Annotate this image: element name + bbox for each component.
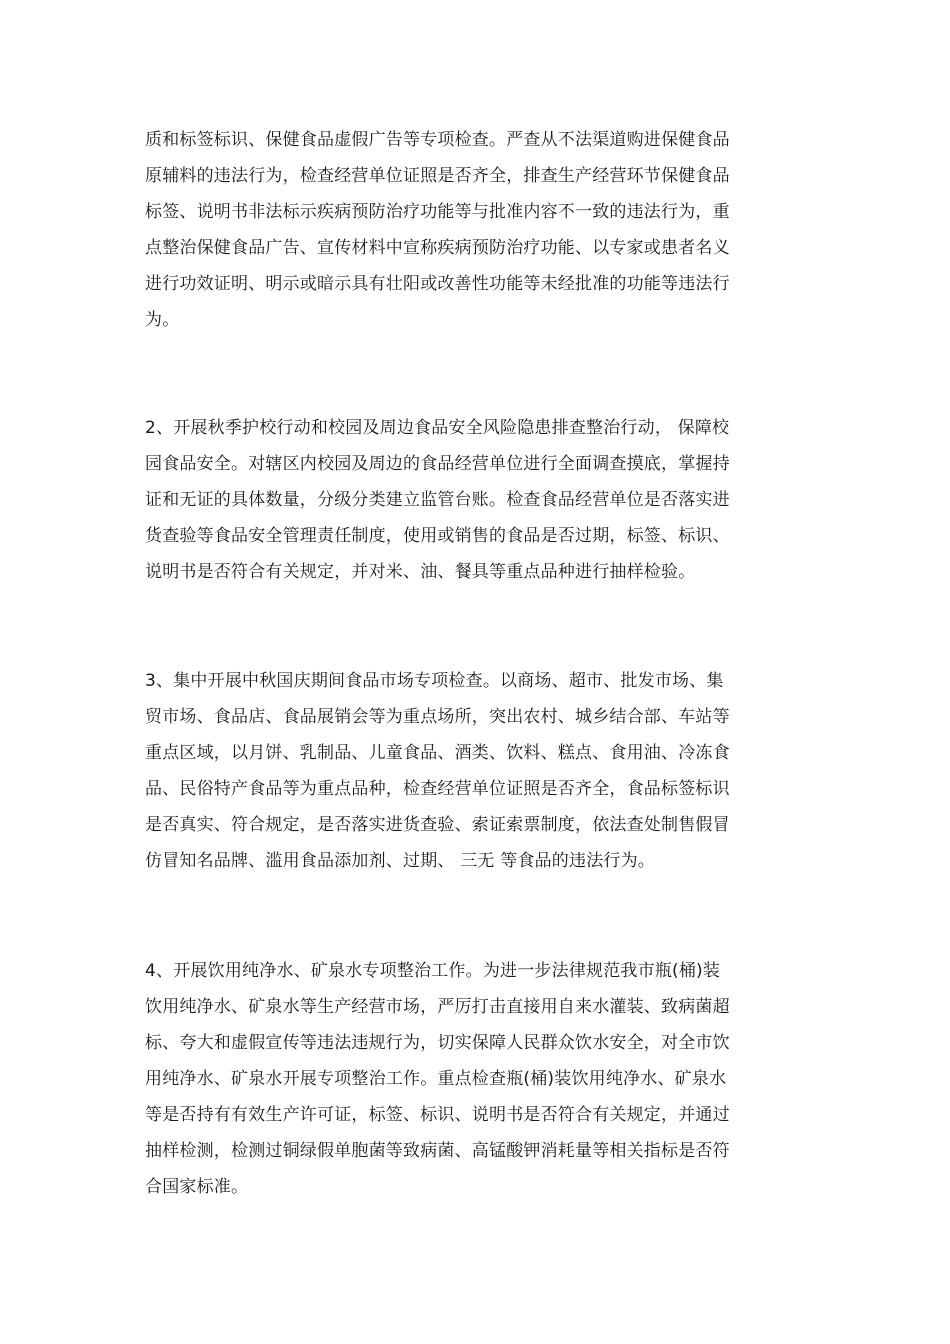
text-line: 2、开展秋季护校行动和校园及周边食品安全风险隐患排查整治行动， 保障校 bbox=[145, 418, 730, 438]
text-line: 园食品安全。对辖区内校园及周边的食品经营单位进行全面调查摸底，掌握持 bbox=[145, 454, 730, 474]
paragraph-school-food-safety bbox=[145, 410, 815, 590]
text-line: 饮用纯净水、矿泉水等生产经营市场，严厉打击直接用自来水灌装、致病菌超 bbox=[145, 997, 730, 1017]
text-line: 标、夸大和虚假宣传等违法违规行为，切实保障人民群众饮水安全，对全市饮 bbox=[145, 1033, 730, 1053]
text-line: 货查验等食品安全管理责任制度，使用或销售的食品是否过期，标签、标识、 bbox=[145, 526, 730, 546]
text-line: 仿冒知名品牌、滥用食品添加剂、过期、 三无 等食品的违法行为。 bbox=[145, 851, 656, 871]
text-line: 说明书是否符合有关规定，并对米、油、餐具等重点品种进行抽样检验。 bbox=[145, 562, 696, 582]
text-line: 贸市场、食品店、食品展销会等为重点场所，突出农村、城乡结合部、车站等 bbox=[145, 707, 730, 727]
text-line: 点整治保健食品广告、宣传材料中宣称疾病预防治疗功能、以专家或患者名义 bbox=[145, 238, 730, 258]
text-line: 4、开展饮用纯净水、矿泉水专项整治工作。为进一步法律规范我市瓶(桶)装 bbox=[145, 961, 721, 981]
text-line: 质和标签标识、保健食品虚假广告等专项检查。严查从不法渠道购进保健食品 bbox=[145, 130, 730, 150]
paragraph-holiday-market-inspection bbox=[145, 663, 815, 879]
text-line: 证和无证的具体数量，分级分类建立监管台账。检查食品经营单位是否落实进 bbox=[145, 490, 730, 510]
text-line: 标签、说明书非法标示疾病预防治疗功能等与批准内容不一致的违法行为，重 bbox=[145, 202, 730, 222]
paragraph-drinking-water-rectification bbox=[145, 953, 815, 1205]
text-line: 是否真实、符合规定，是否落实进货查验、索证索票制度，依法查处制售假冒 bbox=[145, 815, 730, 835]
text-line: 重点区域，以月饼、乳制品、儿童食品、酒类、饮料、糕点、食用油、冷冻食 bbox=[145, 743, 730, 763]
text-line: 为。 bbox=[145, 310, 180, 330]
paragraph-health-food-inspection bbox=[145, 122, 815, 338]
text-line: 合国家标准。 bbox=[145, 1177, 249, 1197]
text-line: 用纯净水、矿泉水开展专项整治工作。重点检查瓶(桶)装饮用纯净水、矿泉水 bbox=[145, 1069, 727, 1089]
text-line: 等是否持有有效生产许可证，标签、标识、说明书是否符合有关规定，并通过 bbox=[145, 1105, 730, 1125]
text-line: 原辅料的违法行为，检查经营单位证照是否齐全，排查生产经营环节保健食品 bbox=[145, 166, 730, 186]
text-line: 品、民俗特产食品等为重点品种，检查经营单位证照是否齐全，食品标签标识 bbox=[145, 779, 730, 799]
text-line: 进行功效证明、明示或暗示具有壮阳或改善性功能等未经批准的功能等违法行 bbox=[145, 274, 730, 294]
text-line: 3、集中开展中秋国庆期间食品市场专项检查。以商场、超市、批发市场、集 bbox=[145, 671, 724, 691]
text-line: 抽样检测，检测过铜绿假单胞菌等致病菌、高锰酸钾消耗量等相关指标是否符 bbox=[145, 1141, 730, 1161]
